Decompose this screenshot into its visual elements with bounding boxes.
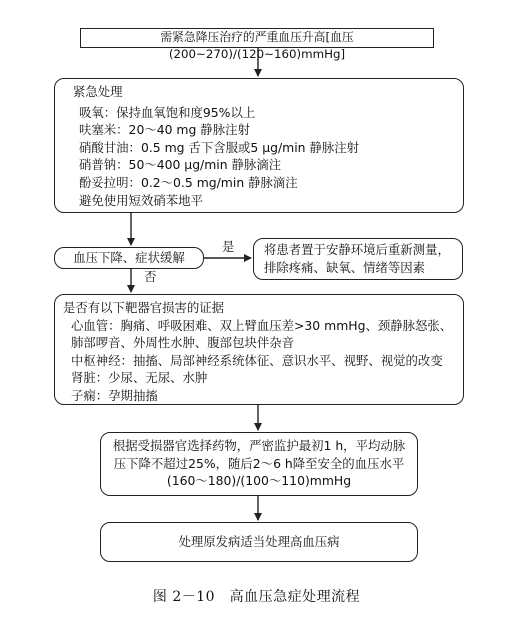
emergency-box (54, 78, 464, 213)
organ-damage-title: 是否有以下靶器官损害的证据 (63, 300, 225, 315)
treatment-line: 压下降不超过25%，随后2～6 h降至安全的血压水平 (113, 455, 405, 471)
organ-damage-box (54, 294, 464, 405)
emergency-item: 呋塞米：20～40 mg 静脉注射 (79, 122, 250, 138)
yes-box-line: 排除疼痛、缺氧、情绪等因素 (264, 259, 426, 275)
organ-item: 肺部啰音、外周性水肿、腹部包块伴杂音 (71, 335, 295, 351)
yes-box (253, 238, 463, 280)
start-box (80, 28, 434, 61)
emergency-item: 酚妥拉明：0.2～0.5 mg/min 静脉滴注 (79, 174, 298, 190)
organ-item: 肾脏：少尿、无尿、水肿 (71, 370, 208, 386)
emergency-item: 硝普钠：50～400 μg/min 静脉滴注 (79, 157, 282, 173)
decision-text: 血压下降、症状缓解 (73, 250, 185, 265)
no-label: 否 (144, 269, 157, 284)
final-box (100, 522, 418, 562)
yes-label: 是 (222, 239, 235, 254)
organ-item: 中枢神经：抽搐、局部神经系统体征、意识水平、视野、视觉的改变 (71, 352, 443, 368)
treatment-box (100, 432, 418, 496)
start-box-text: 需紧急降压治疗的严重血压升高[血压(200~270)/(120~160)mmHg] (160, 30, 354, 61)
yes-box-line: 将患者置于安静环境后重新测量， (264, 242, 450, 257)
figure-caption: 图 2－10 高血压急症处理流程 (152, 589, 361, 605)
organ-item: 心血管：胸痛、呼吸困难、双上臂血压差>30 mmHg、颈静脉怒张、 (71, 317, 453, 333)
emergency-title: 紧急处理 (73, 84, 123, 99)
organ-item: 子痫：孕期抽搐 (71, 387, 158, 403)
decision-box (54, 247, 204, 269)
emergency-item: 避免使用短效硝苯地平 (79, 192, 203, 208)
final-box-text: 处理原发病适当处理高血压病 (178, 534, 340, 549)
emergency-item: 硝酸甘油：0.5 mg 舌下含服或5 μg/min 静脉注射 (79, 139, 360, 155)
emergency-item: 吸氧：保持血氧饱和度95%以上 (79, 104, 256, 120)
treatment-line: (160～180)/(100～110)mmHg (166, 473, 352, 489)
treatment-line: 根据受损器官选择药物，严密监护最初1 h，平均动脉 (112, 438, 406, 453)
